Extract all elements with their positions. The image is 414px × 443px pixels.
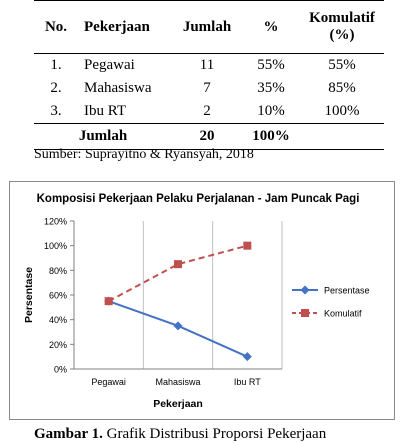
- total-persen: 100%: [242, 124, 300, 150]
- header-pekerjaan: Pekerjaan: [78, 1, 172, 54]
- header-jumlah: Jumlah: [172, 1, 242, 54]
- caption-label: Gambar 1.: [34, 426, 103, 442]
- data-point-persentase: [174, 321, 183, 330]
- table-header-row: [34, 1, 384, 54]
- data-point-komulatif: [174, 260, 182, 268]
- line-chart: [10, 182, 394, 419]
- figure-caption: [34, 426, 326, 443]
- table-total-row: [34, 124, 384, 150]
- cell-pekerjaan: Pegawai: [84, 57, 135, 73]
- cell-pekerjaan: Mahasiswa: [84, 80, 152, 96]
- y-tick-label: 40%: [48, 315, 67, 326]
- table-row: [34, 54, 384, 78]
- y-tick-label: 0%: [53, 364, 67, 375]
- header-no: No.: [34, 1, 78, 54]
- legend-marker-komulatif: [301, 309, 309, 317]
- caption-text: Grafik Distribusi Proporsi Pekerjaan: [102, 426, 327, 442]
- y-tick-label: 60%: [48, 290, 67, 301]
- cell-komulatif: 55%: [328, 57, 356, 73]
- data-point-komulatif: [243, 242, 251, 250]
- legend-marker-persentase: [301, 286, 310, 295]
- data-point-persentase: [243, 352, 252, 361]
- header-komulatif-line2: (%): [329, 27, 355, 43]
- cell-persen: 35%: [257, 80, 285, 96]
- cell-jumlah: 11: [199, 57, 215, 73]
- cell-no: 2.: [50, 80, 62, 96]
- cell-jumlah: 2: [172, 100, 242, 124]
- y-tick-label: 80%: [48, 265, 67, 276]
- x-tick-label: Pegawai: [91, 377, 126, 387]
- total-jumlah: 20: [172, 124, 242, 150]
- series-line-komulatif: [109, 246, 248, 301]
- chart-title: Komposisi Pekerjaan Pelaku Perjalanan - Jam Puncak Pagi: [36, 193, 360, 205]
- cell-no: 1.: [50, 57, 62, 73]
- header-persen: %: [242, 1, 300, 54]
- y-tick-label: 20%: [48, 339, 67, 350]
- header-komulatif-line1: Komulatif: [309, 10, 375, 26]
- cell-persen: 55%: [257, 57, 285, 73]
- cell-persen: 10%: [242, 100, 300, 124]
- x-axis-label: Pekerjaan: [153, 398, 203, 410]
- table-row: [34, 77, 384, 100]
- table-row: [34, 100, 384, 124]
- data-point-komulatif: [105, 297, 113, 305]
- cell-pekerjaan: Ibu RT: [78, 100, 172, 124]
- source-note: Sumber: Suprayitno & Ryansyah, 2018: [34, 147, 254, 162]
- data-table: [34, 0, 384, 150]
- cell-jumlah: 7: [203, 80, 211, 96]
- x-tick-label: Ibu RT: [233, 377, 261, 387]
- cell-komulatif: 100%: [300, 100, 384, 124]
- total-label: Jumlah: [34, 124, 172, 150]
- legend-label-komulatif: Komulatif: [324, 308, 362, 319]
- cell-komulatif: 85%: [328, 80, 356, 96]
- y-tick-label: 120%: [43, 216, 67, 227]
- cell-no: 3.: [34, 100, 78, 124]
- legend-label-persentase: Persentase: [324, 285, 370, 296]
- chart-frame: [9, 181, 395, 420]
- x-tick-label: Mahasiswa: [155, 377, 201, 387]
- header-komulatif: [300, 1, 384, 54]
- y-axis-label: Persentase: [23, 266, 35, 324]
- y-tick-label: 100%: [43, 241, 67, 252]
- total-komulatif: [300, 124, 384, 150]
